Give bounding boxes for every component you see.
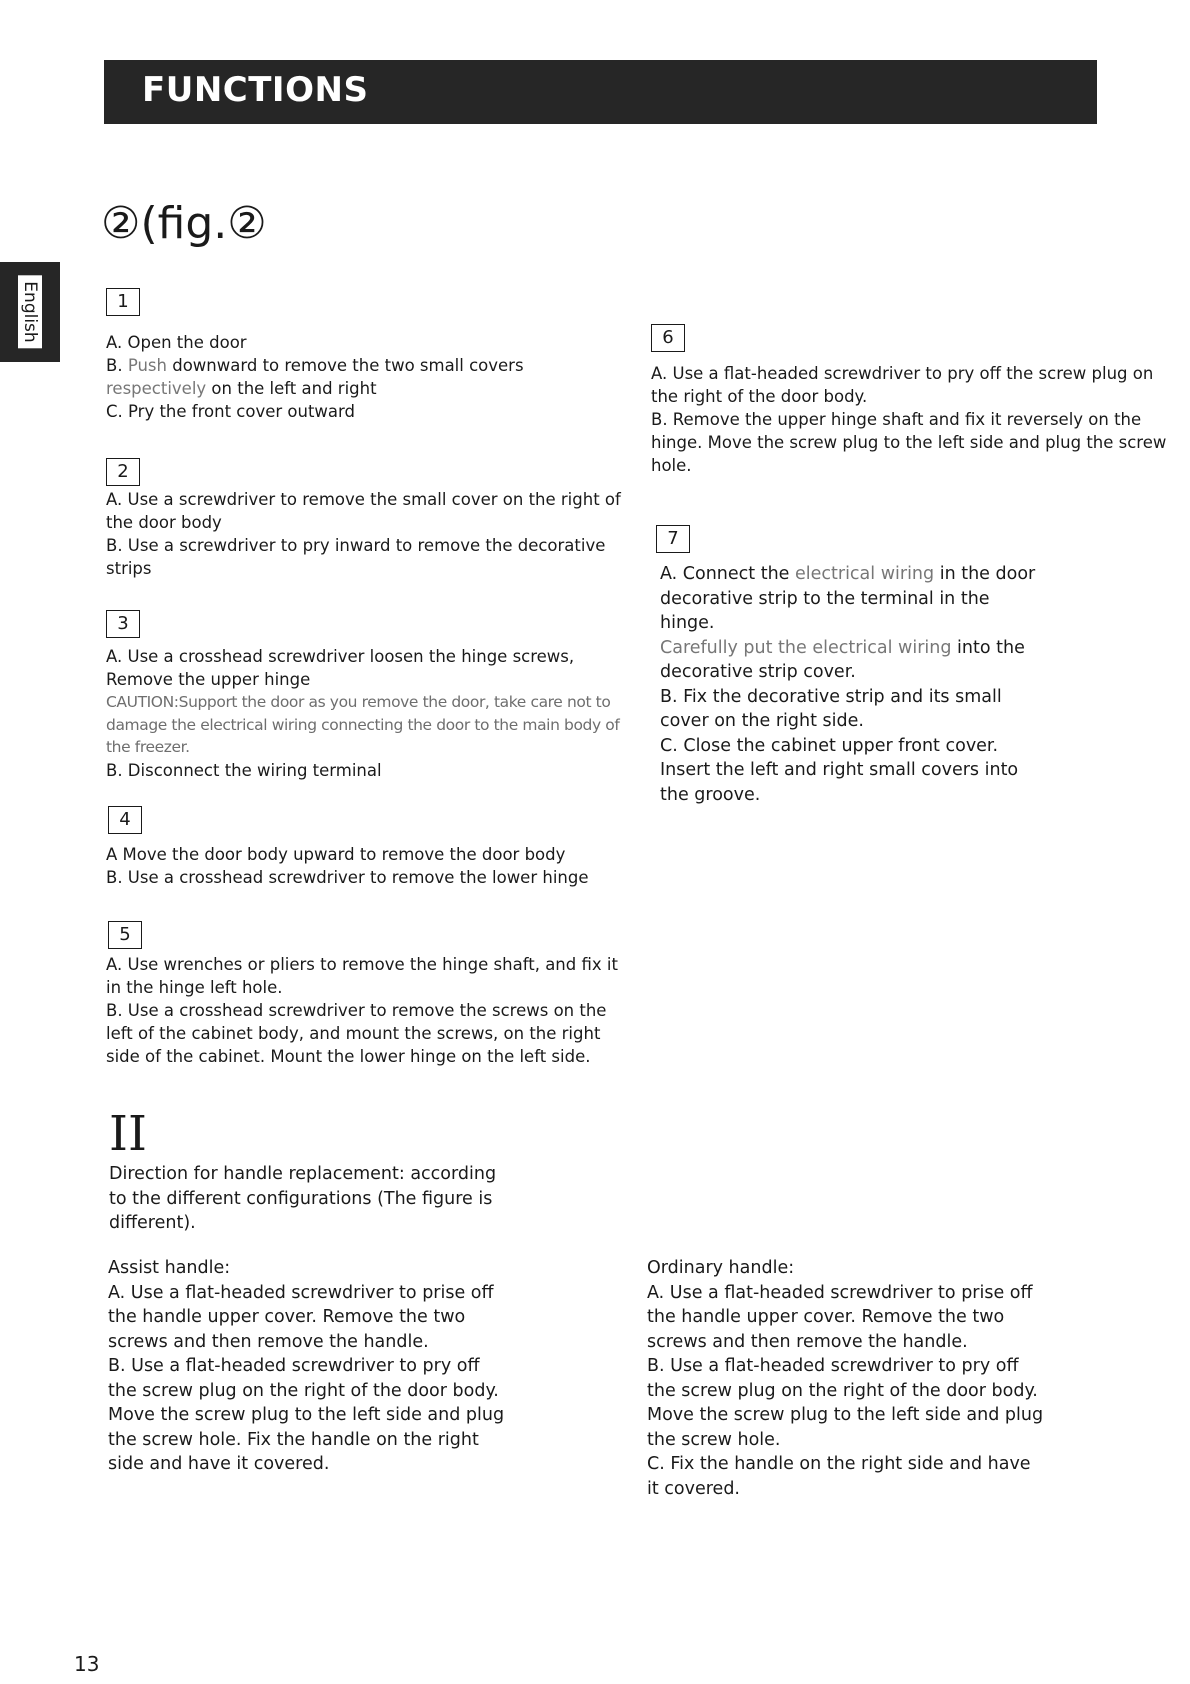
step-7-text (660, 562, 1040, 807)
step-number-5: 5 (108, 921, 142, 949)
step-2-line-b: B. Use a screwdriver to pry inward to remove the decorative strips (106, 536, 606, 578)
step-7-line-b: B. Fix the decorative strip and its small cover on the right side. (660, 686, 1002, 731)
step-4-line-a: A Move the door body upward to remove the door body (106, 845, 566, 864)
step-number-2: 2 (106, 458, 140, 486)
step-1-b-mid: downward to remove the two small covers (166, 356, 524, 375)
step-5-text (106, 953, 626, 1068)
step-6-text (651, 362, 1171, 477)
step-number-7: 7 (656, 525, 690, 553)
step-1-line-c: C. Pry the front cover outward (106, 402, 355, 421)
step-7-a2-suffix: into the decorative strip cover. (660, 637, 1025, 682)
step-1-b-gray1: Push (127, 356, 167, 375)
step-3-caution: CAUTION:Support the door as you remove the door, take care not to damage the electrical wiring connecting the door to the main body of the freezer. (106, 693, 620, 756)
assist-handle-step-a: A. Use a flat-headed screwdriver to prise off the handle upper cover. Remove the two screws and then remove the handle. (108, 1282, 494, 1352)
step-7-line-c2: Insert the left and right small covers into the groove. (660, 760, 1019, 805)
handle-intro: Direction for handle replacement: according to the different configurations (The figure is different). (109, 1164, 497, 1233)
step-6-line-b: B. Remove the upper hinge shaft and fix it reversely on the hinge. Move the screw plug to the left side and plug the screw hole. (651, 410, 1167, 475)
ordinary-handle-title: Ordinary handle: (647, 1258, 795, 1278)
step-7-line-a2 (660, 636, 1040, 685)
step-7-a-gray: electrical wiring (795, 564, 935, 584)
ordinary-handle-block (647, 1256, 1047, 1501)
ordinary-handle-step-b: B. Use a flat-headed screwdriver to pry off the screw plug on the right of the door body. Move the screw plug to the left side and plug the screw hole. (647, 1356, 1044, 1450)
step-6-line-a: A. Use a flat-headed screwdriver to pry off the screw plug on the right of the door body. (651, 364, 1154, 406)
step-number-1: 1 (106, 288, 140, 316)
step-number-6: 6 (651, 324, 685, 352)
step-7-a2-gray: Carefully put the electrical wiring (660, 637, 952, 658)
step-1-b-suffix: on the left and right (206, 379, 377, 398)
step-7-line-c: C. Close the cabinet upper front cover. (660, 735, 999, 756)
step-1-line-b (106, 354, 626, 400)
page-title: FUNCTIONS (142, 70, 369, 110)
figure-heading: ②(fig.② (101, 198, 267, 249)
assist-handle-block (108, 1256, 508, 1477)
ordinary-handle-step-a: A. Use a flat-headed screwdriver to prise off the handle upper cover. Remove the two screws and then remove the handle. (647, 1282, 1033, 1352)
assist-handle-step-b: B. Use a flat-headed screwdriver to pry off the screw plug on the right of the door body. Move the screw plug to the left side and plug the screw hole. Fix the handle on the right side and have it covered. (108, 1356, 505, 1474)
step-3-line-a: A. Use a crosshead screwdriver loosen the hinge screws, Remove the upper hinge (106, 647, 575, 689)
step-2-text (106, 488, 626, 580)
language-label: English (18, 275, 42, 348)
header-bar (104, 60, 1097, 124)
language-tab (0, 262, 60, 362)
step-1-b-gray2: respectively (106, 379, 207, 398)
step-2-line-a: A. Use a screwdriver to remove the small cover on the right of the door body (106, 490, 621, 532)
step-7-line-a (660, 562, 1040, 636)
step-number-4: 4 (108, 806, 142, 834)
step-7-a-prefix: A. Connect the (660, 564, 795, 584)
step-1-text (106, 331, 626, 423)
ordinary-handle-step-c: C. Fix the handle on the right side and have it covered. (647, 1454, 1031, 1499)
step-3-line-b: B. Disconnect the wiring terminal (106, 760, 382, 780)
step-7-a-suffix: in the door decorative strip to the terminal in the hinge. (660, 564, 1036, 633)
step-4-text (106, 843, 626, 889)
step-5-line-a: A. Use wrenches or pliers to remove the hinge shaft, and fix it in the hinge left hole. (106, 955, 618, 997)
assist-handle-title: Assist handle: (108, 1258, 231, 1278)
page-number: 13 (74, 1652, 100, 1676)
step-5-line-b: B. Use a crosshead screwdriver to remove the screws on the left of the cabinet body, and mount the screws, on the right side of the cabinet. Mount the lower hinge on the left side. (106, 1001, 607, 1066)
step-number-3: 3 (106, 610, 140, 638)
section-roman-heading: II (109, 1106, 147, 1162)
step-1-b-prefix: B. (106, 356, 128, 375)
step-4-line-b: B. Use a crosshead screwdriver to remove the lower hinge (106, 868, 589, 887)
step-3-text (106, 645, 626, 782)
step-1-line-a: A. Open the door (106, 333, 247, 352)
